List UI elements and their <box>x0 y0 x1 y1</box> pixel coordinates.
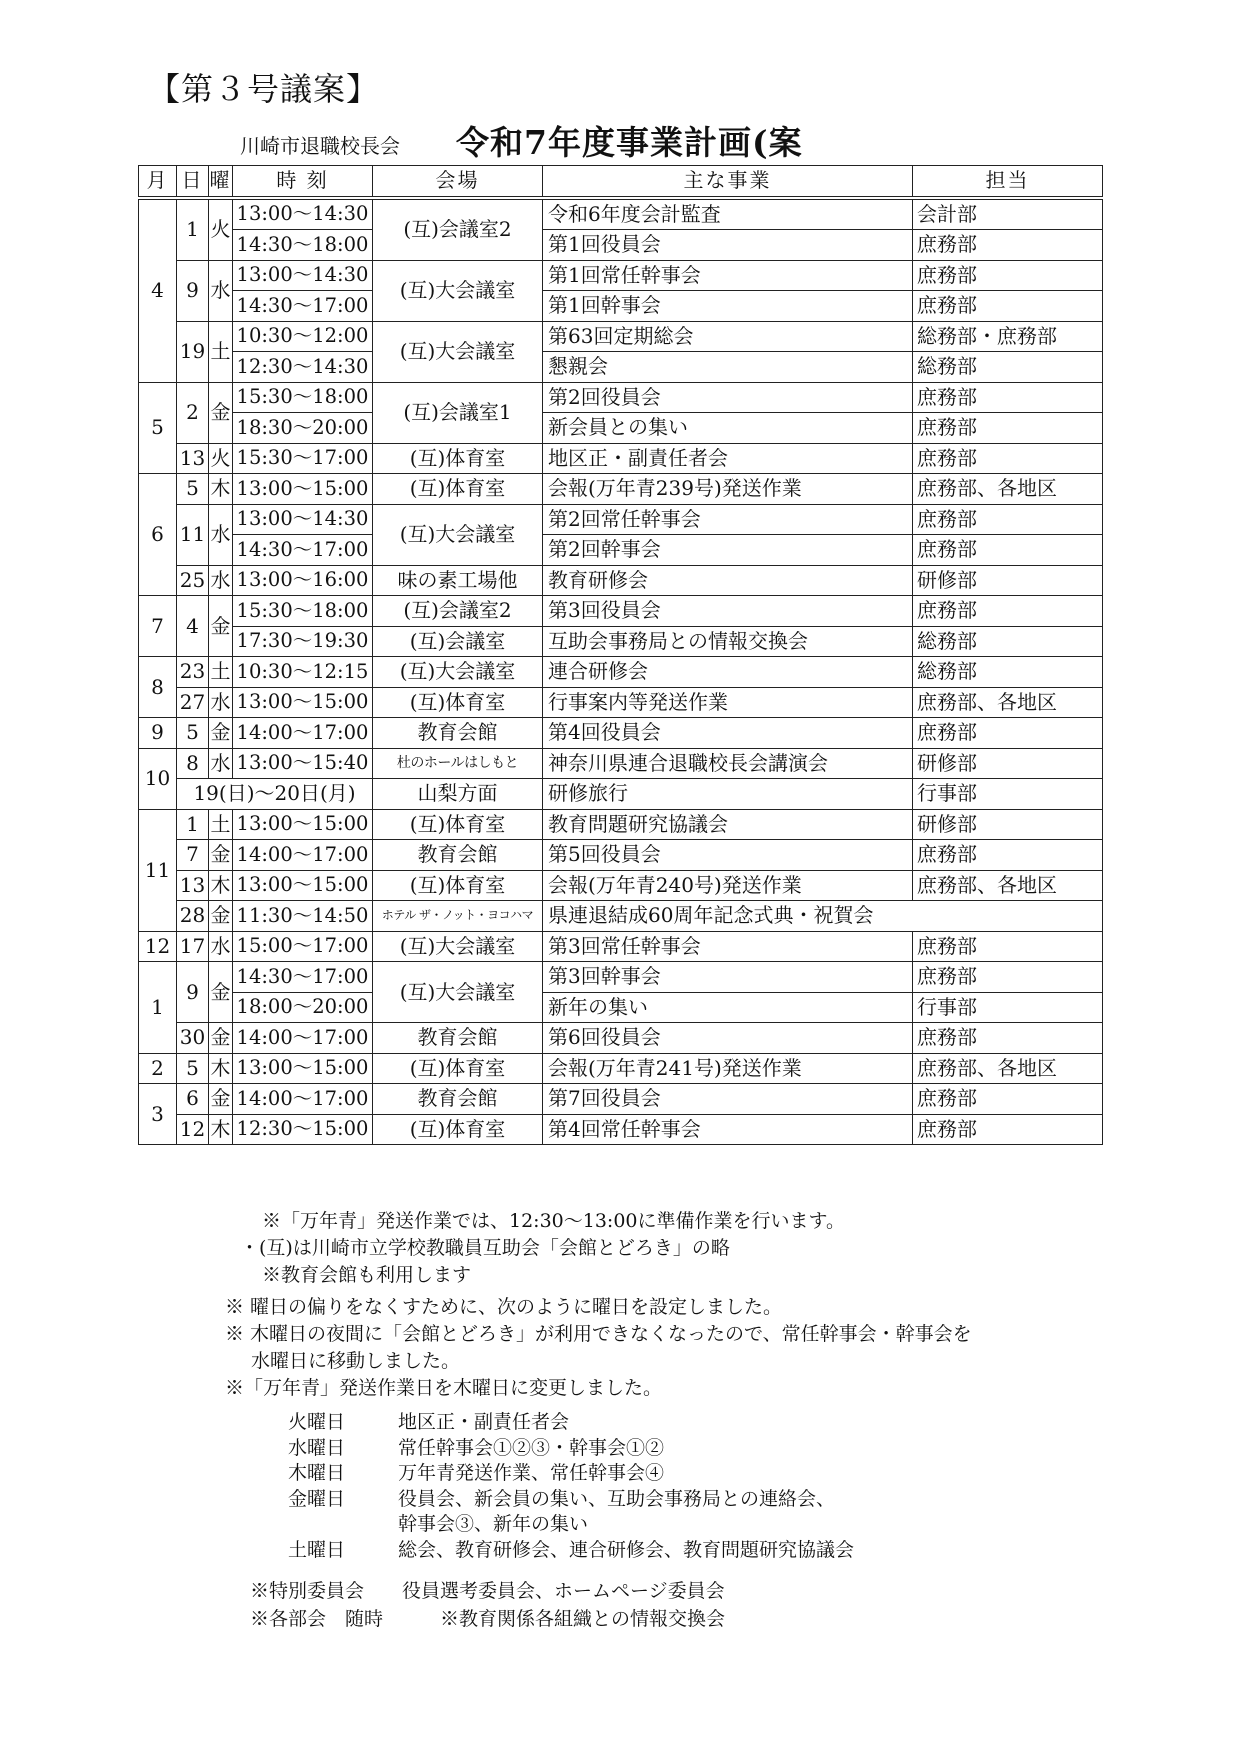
dow-cell: 木 <box>209 474 233 505</box>
event-cell: 新会員との集い <box>543 413 913 444</box>
weekday-text: 総会、教育研修会、連合研修会、教育問題研究協議会 <box>398 1538 855 1561</box>
date-range-cell: 19(日)～20日(月) <box>177 779 373 810</box>
venue-cell: (互)大会議室 <box>373 504 543 565</box>
table-row <box>139 260 1103 291</box>
event-cell: 第7回役員会 <box>543 1084 913 1115</box>
table-row <box>139 779 1103 810</box>
time-cell: 14:30～17:00 <box>233 962 373 993</box>
time-cell: 12:30～14:30 <box>233 352 373 383</box>
event-cell: 行事案内等発送作業 <box>543 687 913 718</box>
table-row <box>139 870 1103 901</box>
month-cell: 5 <box>139 382 177 474</box>
dept-cell: 庶務部 <box>913 535 1103 566</box>
time-cell: 14:30～18:00 <box>233 230 373 261</box>
table-row <box>139 962 1103 993</box>
dept-cell: 総務部 <box>913 626 1103 657</box>
event-cell: 連合研修会 <box>543 657 913 688</box>
day-cell: 8 <box>177 748 209 779</box>
weekday-assignments <box>288 1410 854 1563</box>
weekday-row <box>288 1512 854 1538</box>
dow-cell: 火 <box>209 443 233 474</box>
month-cell: 3 <box>139 1084 177 1145</box>
event-cell: 教育研修会 <box>543 565 913 596</box>
weekday-label: 金曜日 <box>288 1487 346 1510</box>
day-cell: 9 <box>177 962 209 1023</box>
month-cell: 8 <box>139 657 177 718</box>
venue-cell: (互)会議室2 <box>373 596 543 627</box>
day-cell: 5 <box>177 1053 209 1084</box>
time-cell: 13:00～14:30 <box>233 504 373 535</box>
day-cell: 1 <box>177 809 209 840</box>
day-cell: 13 <box>177 443 209 474</box>
dept-cell: 総務部・庶務部 <box>913 321 1103 352</box>
event-cell: 互助会事務局との情報交換会 <box>543 626 913 657</box>
table-row <box>139 198 1103 230</box>
schedule-table <box>138 165 1103 1145</box>
dept-cell: 庶務部 <box>913 260 1103 291</box>
venue-cell: (互)体育室 <box>373 870 543 901</box>
time-cell: 14:00～17:00 <box>233 840 373 871</box>
day-cell: 7 <box>177 840 209 871</box>
dow-cell: 木 <box>209 1053 233 1084</box>
time-cell: 12:30～15:00 <box>233 1114 373 1145</box>
dept-cell: 庶務部 <box>913 840 1103 871</box>
day-cell: 19 <box>177 321 209 382</box>
table-row <box>139 474 1103 505</box>
venue-cell: (互)体育室 <box>373 1114 543 1145</box>
venue-cell: (互)体育室 <box>373 809 543 840</box>
month-cell: 6 <box>139 474 177 596</box>
table-row <box>139 291 1103 322</box>
dow-cell: 金 <box>209 718 233 749</box>
weekday-text: 役員会、新会員の集い、互助会事務局との連絡会、 <box>398 1487 836 1510</box>
dow-cell: 金 <box>209 1084 233 1115</box>
venue-cell: (互)会議室2 <box>373 198 543 261</box>
dept-cell: 庶務部、各地区 <box>913 870 1103 901</box>
dept-cell: 庶務部 <box>913 291 1103 322</box>
time-cell: 13:00～15:00 <box>233 870 373 901</box>
dept-cell: 庶務部、各地区 <box>913 474 1103 505</box>
header-dept: 担当 <box>913 166 1103 198</box>
remark-line: ※ 木曜日の夜間に「会館とどろき」が利用できなくなったので、常任幹事会・幹事会を <box>225 1323 972 1345</box>
weekday-label: 土曜日 <box>288 1538 346 1561</box>
time-cell: 15:30～17:00 <box>233 443 373 474</box>
dept-cell: 研修部 <box>913 748 1103 779</box>
venue-cell: (互)大会議室 <box>373 260 543 321</box>
agenda-heading: 【第３号議案】 <box>148 70 380 108</box>
venue-cell: (互)大会議室 <box>373 962 543 1023</box>
dept-cell: 研修部 <box>913 809 1103 840</box>
time-cell: 13:00～16:00 <box>233 565 373 596</box>
table-row <box>139 748 1103 779</box>
table-row <box>139 565 1103 596</box>
time-cell: 15:30～18:00 <box>233 382 373 413</box>
event-cell: 会報(万年青241号)発送作業 <box>543 1053 913 1084</box>
table-row <box>139 504 1103 535</box>
day-cell: 9 <box>177 260 209 321</box>
header-time: 時 刻 <box>233 166 373 198</box>
venue-cell: 杜のホールはしもと <box>373 748 543 779</box>
table-row <box>139 657 1103 688</box>
event-cell: 第3回幹事会 <box>543 962 913 993</box>
header-month: 月 <box>139 166 177 198</box>
dept-cell: 会計部 <box>913 198 1103 230</box>
dept-cell: 庶務部 <box>913 1114 1103 1145</box>
table-row <box>139 931 1103 962</box>
weekday-label: 火曜日 <box>288 1411 346 1433</box>
dept-cell: 総務部 <box>913 657 1103 688</box>
table-row <box>139 718 1103 749</box>
table-row <box>139 596 1103 627</box>
event-cell: 第2回役員会 <box>543 382 913 413</box>
dept-cell: 庶務部 <box>913 413 1103 444</box>
venue-cell: (互)会議室 <box>373 626 543 657</box>
table-row <box>139 535 1103 566</box>
table-row <box>139 1114 1103 1145</box>
venue-cell: (互)体育室 <box>373 474 543 505</box>
header-event: 主な事業 <box>543 166 913 198</box>
dow-cell: 金 <box>209 382 233 443</box>
month-cell: 12 <box>139 931 177 962</box>
day-cell: 28 <box>177 901 209 932</box>
weekday-text: 常任幹事会①②③・幹事会①② <box>398 1436 665 1459</box>
dept-cell: 庶務部 <box>913 382 1103 413</box>
time-cell: 14:30～17:00 <box>233 535 373 566</box>
time-cell: 10:30～12:15 <box>233 657 373 688</box>
venue-cell: 教育会館 <box>373 1023 543 1054</box>
event-cell: 第3回役員会 <box>543 596 913 627</box>
month-cell: 9 <box>139 718 177 749</box>
event-cell: 第3回常任幹事会 <box>543 931 913 962</box>
day-cell: 2 <box>177 382 209 443</box>
time-cell: 13:00～15:00 <box>233 474 373 505</box>
weekday-row <box>288 1487 854 1513</box>
note-line: ※「万年青」発送作業では、12:30～13:00に準備作業を行います。 <box>262 1210 845 1232</box>
time-cell: 14:00～17:00 <box>233 718 373 749</box>
dow-cell: 土 <box>209 657 233 688</box>
dow-cell: 木 <box>209 870 233 901</box>
time-cell: 15:00～17:00 <box>233 931 373 962</box>
venue-cell: 山梨方面 <box>373 779 543 810</box>
venue-cell: 教育会館 <box>373 840 543 871</box>
event-cell: 第4回常任幹事会 <box>543 1114 913 1145</box>
dept-cell: 行事部 <box>913 992 1103 1023</box>
table-row <box>139 230 1103 261</box>
weekday-row <box>288 1410 854 1436</box>
venue-cell: (互)大会議室 <box>373 657 543 688</box>
venue-cell: (互)体育室 <box>373 443 543 474</box>
remark-line: ※「万年青」発送作業日を木曜日に変更しました。 <box>225 1377 663 1399</box>
event-cell: 第4回役員会 <box>543 718 913 749</box>
committee-notes <box>250 1577 725 1633</box>
dow-cell: 土 <box>209 321 233 382</box>
day-cell: 4 <box>177 596 209 657</box>
dow-cell: 金 <box>209 901 233 932</box>
time-cell: 11:30～14:50 <box>233 901 373 932</box>
venue-cell: (互)大会議室 <box>373 321 543 382</box>
dept-cell: 庶務部、各地区 <box>913 687 1103 718</box>
remark-line: 水曜日に移動しました。 <box>251 1350 461 1372</box>
document-title: 令和7年度事業計画(案 <box>456 123 803 162</box>
dept-cell: 庶務部 <box>913 443 1103 474</box>
venue-cell: 教育会館 <box>373 718 543 749</box>
table-row <box>139 687 1103 718</box>
day-cell: 23 <box>177 657 209 688</box>
table-row <box>139 413 1103 444</box>
event-cell: 第1回役員会 <box>543 230 913 261</box>
event-cell: 教育問題研究協議会 <box>543 809 913 840</box>
dept-cell: 庶務部 <box>913 931 1103 962</box>
dow-cell: 水 <box>209 687 233 718</box>
time-cell: 17:30～19:30 <box>233 626 373 657</box>
event-cell: 県連退結成60周年記念式典・祝賀会 <box>543 901 1103 932</box>
remark-line: ※ 曜日の偏りをなくすために、次のように曜日を設定しました。 <box>225 1296 783 1318</box>
month-cell: 10 <box>139 748 177 809</box>
event-cell: 第2回幹事会 <box>543 535 913 566</box>
day-cell: 27 <box>177 687 209 718</box>
dow-cell: 金 <box>209 840 233 871</box>
weekday-row <box>288 1461 854 1487</box>
time-cell: 14:00～17:00 <box>233 1023 373 1054</box>
time-cell: 14:00～17:00 <box>233 1084 373 1115</box>
event-cell: 第6回役員会 <box>543 1023 913 1054</box>
dow-cell: 金 <box>209 962 233 1023</box>
event-cell: 研修旅行 <box>543 779 913 810</box>
note-line: ※教育会館も利用します <box>262 1264 472 1286</box>
table-notes <box>240 1208 845 1289</box>
month-cell: 1 <box>139 962 177 1054</box>
month-cell: 2 <box>139 1053 177 1084</box>
event-cell: 新年の集い <box>543 992 913 1023</box>
table-header-row <box>139 166 1103 198</box>
dept-cell: 庶務部 <box>913 718 1103 749</box>
event-cell: 会報(万年青240号)発送作業 <box>543 870 913 901</box>
time-cell: 18:00～20:00 <box>233 992 373 1023</box>
dept-cell: 行事部 <box>913 779 1103 810</box>
weekday-text: 地区正・副責任者会 <box>398 1411 570 1433</box>
event-cell: 第1回幹事会 <box>543 291 913 322</box>
day-cell: 11 <box>177 504 209 565</box>
table-row <box>139 1084 1103 1115</box>
venue-cell: (互)会議室1 <box>373 382 543 443</box>
table-row <box>139 1053 1103 1084</box>
month-cell: 4 <box>139 198 177 383</box>
table-row <box>139 352 1103 383</box>
dept-cell: 研修部 <box>913 565 1103 596</box>
dow-cell: 水 <box>209 748 233 779</box>
event-cell: 地区正・副責任者会 <box>543 443 913 474</box>
dow-cell: 水 <box>209 504 233 565</box>
time-cell: 13:00～14:30 <box>233 260 373 291</box>
venue-cell: (互)体育室 <box>373 687 543 718</box>
weekday-label: 水曜日 <box>288 1436 346 1459</box>
dept-cell: 庶務部、各地区 <box>913 1053 1103 1084</box>
table-row <box>139 901 1103 932</box>
weekday-label: 木曜日 <box>288 1462 346 1484</box>
committee-line: ※特別委員会 役員選考委員会、ホームページ委員会 <box>250 1580 725 1602</box>
time-cell: 14:30～17:00 <box>233 291 373 322</box>
dow-cell: 土 <box>209 809 233 840</box>
day-cell: 30 <box>177 1023 209 1054</box>
weekday-label <box>288 1512 398 1538</box>
table-row <box>139 382 1103 413</box>
venue-cell: 教育会館 <box>373 1084 543 1115</box>
dow-cell: 水 <box>209 565 233 596</box>
event-cell: 神奈川県連合退職校長会講演会 <box>543 748 913 779</box>
time-cell: 18:30～20:00 <box>233 413 373 444</box>
time-cell: 13:00～15:40 <box>233 748 373 779</box>
table-row <box>139 443 1103 474</box>
weekday-row <box>288 1538 854 1564</box>
weekday-remarks <box>225 1294 972 1402</box>
note-line: ・(互)は川崎市立学校教職員互助会「会館とどろき」の略 <box>240 1237 730 1259</box>
dept-cell: 庶務部 <box>913 596 1103 627</box>
venue-cell: (互)体育室 <box>373 1053 543 1084</box>
dow-cell: 金 <box>209 596 233 657</box>
event-cell: 第1回常任幹事会 <box>543 260 913 291</box>
header-venue: 会場 <box>373 166 543 198</box>
dept-cell: 庶務部 <box>913 230 1103 261</box>
time-cell: 13:00～15:00 <box>233 687 373 718</box>
header-dow: 曜 <box>209 166 233 198</box>
event-cell: 第2回常任幹事会 <box>543 504 913 535</box>
day-cell: 25 <box>177 565 209 596</box>
dept-cell: 庶務部 <box>913 1084 1103 1115</box>
table-row <box>139 1023 1103 1054</box>
dow-cell: 火 <box>209 198 233 261</box>
time-cell: 13:00～15:00 <box>233 1053 373 1084</box>
organization-name: 川崎市退職校長会 <box>240 134 400 158</box>
dept-cell: 庶務部 <box>913 1023 1103 1054</box>
weekday-text: 幹事会③、新年の集い <box>398 1513 589 1535</box>
dept-cell: 庶務部 <box>913 504 1103 535</box>
time-cell: 10:30～12:00 <box>233 321 373 352</box>
committee-line: ※各部会 随時 ※教育関係各組織との情報交換会 <box>250 1608 726 1630</box>
table-row <box>139 992 1103 1023</box>
time-cell: 15:30～18:00 <box>233 596 373 627</box>
day-cell: 5 <box>177 474 209 505</box>
venue-cell: (互)大会議室 <box>373 931 543 962</box>
dow-cell: 金 <box>209 1023 233 1054</box>
dept-cell: 庶務部 <box>913 962 1103 993</box>
day-cell: 5 <box>177 718 209 749</box>
table-row <box>139 321 1103 352</box>
day-cell: 1 <box>177 198 209 261</box>
event-cell: 第5回役員会 <box>543 840 913 871</box>
time-cell: 13:00～14:30 <box>233 198 373 230</box>
day-cell: 17 <box>177 931 209 962</box>
weekday-text: 万年青発送作業、常任幹事会④ <box>398 1462 665 1484</box>
time-cell: 13:00～15:00 <box>233 809 373 840</box>
event-cell: 第63回定期総会 <box>543 321 913 352</box>
day-cell: 13 <box>177 870 209 901</box>
event-cell: 令和6年度会計監査 <box>543 198 913 230</box>
table-row <box>139 809 1103 840</box>
dow-cell: 水 <box>209 260 233 321</box>
event-cell: 懇親会 <box>543 352 913 383</box>
dept-cell: 総務部 <box>913 352 1103 383</box>
month-cell: 7 <box>139 596 177 657</box>
dow-cell: 木 <box>209 1114 233 1145</box>
weekday-row <box>288 1436 854 1462</box>
month-cell: 11 <box>139 809 177 931</box>
day-cell: 12 <box>177 1114 209 1145</box>
venue-cell: 味の素工場他 <box>373 565 543 596</box>
venue-cell: ホテル ザ・ノット・ヨコハマ <box>373 901 543 932</box>
day-cell: 6 <box>177 1084 209 1115</box>
table-row <box>139 626 1103 657</box>
table-row <box>139 840 1103 871</box>
header-day: 日 <box>177 166 209 198</box>
event-cell: 会報(万年青239号)発送作業 <box>543 474 913 505</box>
dow-cell: 水 <box>209 931 233 962</box>
